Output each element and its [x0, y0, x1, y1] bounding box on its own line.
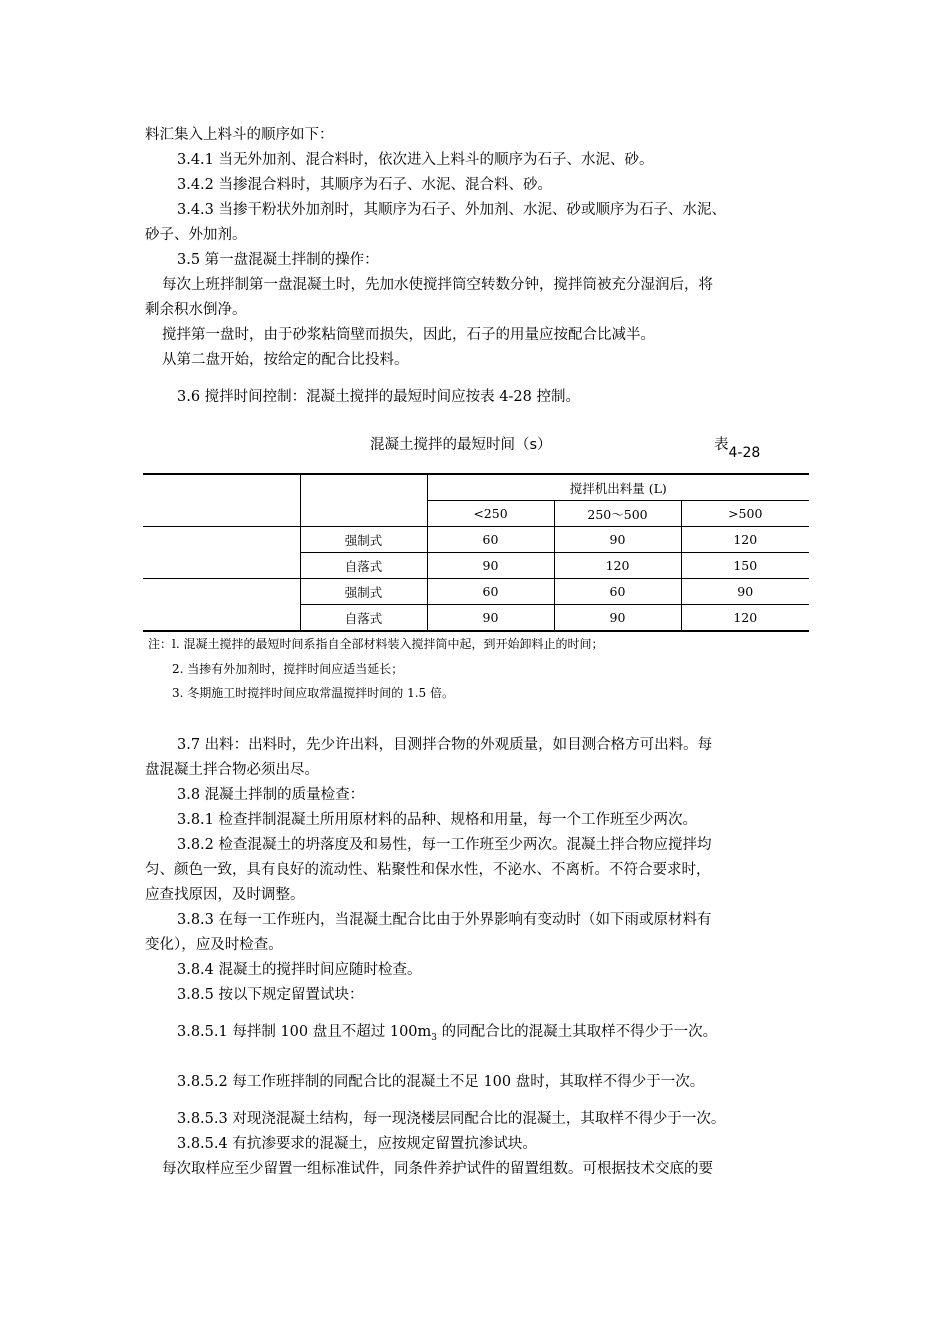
table-note: 注：l. 混凝土搅拌的最短时间系指自全部材料装入搅拌筒中起，到开始卸料止的时间； — [148, 637, 604, 651]
table-cell: 150 — [681, 553, 809, 579]
clause-3-8-5-1 — [177, 1023, 717, 1047]
paragraph-line: 每次取样应至少留置一组标准试件，同条件养护试件的留置组数。可根据技术交底的要 — [162, 1161, 713, 1177]
table-header-blank — [143, 474, 300, 527]
clause-3-8-3: 3.8.3 在每一工作班内，当混凝土配合比由于外界影响有变动时（如下雨或原材料有 — [177, 912, 712, 928]
clause-3-8-4: 3.8.4 混凝土的搅拌时间应随时检查。 — [177, 962, 422, 978]
clause-3-8-5-4: 3.8.5.4 有抗渗要求的混凝土，应按规定留置抗渗试块。 — [177, 1136, 537, 1152]
table-row-group-cell — [143, 527, 300, 579]
table-cell: 60 — [427, 579, 554, 605]
clause-3-7: 3.7 出料：出料时，先少许出料，目测拌合物的外观质量，如目测合格方可出料。每 — [177, 737, 713, 753]
table-cell: 60 — [554, 579, 681, 605]
table-cell: 90 — [554, 527, 681, 553]
clause-text: 3.8.5.1 每拌制 100 盘且不超过 100m — [177, 1024, 432, 1040]
table-cell: 60 — [427, 527, 554, 553]
paragraph-line: 砂子、外加剂。 — [145, 227, 247, 243]
paragraph-line: 从第二盘开始，按给定的配合比投料。 — [162, 352, 409, 368]
mixing-time-table — [143, 473, 809, 632]
clause-text: 的同配合比的混凝土其取样不得少于一次。 — [437, 1024, 718, 1040]
clause-3-6: 3.6 搅拌时间控制：混凝土搅拌的最短时间应按表 4-28 控制。 — [177, 389, 580, 405]
paragraph-line: 搅拌第一盘时，由于砂浆粘筒壁而损失，因此，石子的用量应按配合比减半。 — [162, 327, 655, 343]
table-row — [143, 579, 809, 605]
table-cell: 90 — [681, 579, 809, 605]
table-cell: 120 — [681, 605, 809, 632]
clause-3-5: 3.5 第一盘混凝土拌制的操作： — [177, 252, 379, 268]
table-column-header: 250～500 — [554, 501, 681, 527]
table-column-header: <250 — [427, 501, 554, 527]
clause-3-8-2: 3.8.2 检查混凝土的坍落度及和易性，每一工作班至少两次。混凝土拌合物应搅拌均 — [177, 837, 712, 853]
paragraph-line: 匀、颜色一致，具有良好的流动性、粘聚性和保水性，不泌水、不离析。不符合要求时， — [145, 862, 711, 878]
table-column-header: >500 — [681, 501, 809, 527]
table-cell: 90 — [427, 605, 554, 632]
clause-3-4-1: 3.4.1 当无外加剂、混合料时，依次进入上料斗的顺序为石子、水泥、砂。 — [177, 152, 654, 168]
table-number-value: 4-28 — [728, 445, 761, 461]
table-number-prefix: 表 — [714, 437, 729, 453]
clause-3-8-1: 3.8.1 检查拌制混凝土所用原材料的品种、规格和用量，每一个工作班至少两次。 — [177, 812, 698, 828]
mixer-type-cell: 自落式 — [300, 605, 427, 632]
clause-3-8-5: 3.8.5 按以下规定留置试块： — [177, 987, 364, 1003]
paragraph-line: 每次上班拌制第一盘混凝土时，先加水使搅拌筒空转数分钟，搅拌筒被充分湿润后，将 — [162, 277, 713, 293]
table-row-group-cell — [143, 579, 300, 632]
table-cell: 120 — [554, 553, 681, 579]
table-cell: 120 — [681, 527, 809, 553]
clause-3-8-5-3: 3.8.5.3 对现浇混凝土结构，每一现浇楼层同配合比的混凝土，其取样不得少于一次。 — [177, 1111, 726, 1127]
mixer-type-cell: 自落式 — [300, 553, 427, 579]
table-group-header: 搅拌机出料量 (L) — [427, 474, 809, 501]
table-caption: 混凝土搅拌的最短时间（s） — [370, 437, 552, 453]
table-row — [143, 527, 809, 553]
table-cell: 90 — [554, 605, 681, 632]
table-cell: 90 — [427, 553, 554, 579]
paragraph-line: 料汇集入上料斗的顺序如下： — [145, 127, 334, 143]
clause-3-4-3: 3.4.3 当掺干粉状外加剂时，其顺序为石子、外加剂、水泥、砂或顺序为石子、水泥、 — [177, 202, 727, 218]
table-header-blank — [300, 474, 427, 527]
paragraph-line: 剩余积水倒净。 — [145, 302, 247, 318]
clause-3-4-2: 3.4.2 当掺混合料时，其顺序为石子、水泥、混合料、砂。 — [177, 177, 553, 193]
mixer-type-cell: 强制式 — [300, 579, 427, 605]
mixer-type-cell: 强制式 — [300, 527, 427, 553]
paragraph-line: 应查找原因，及时调整。 — [145, 887, 305, 903]
clause-3-8-5-2: 3.8.5.2 每工作班拌制的同配合比的混凝土不足 100 盘时，其取样不得少于一次。 — [177, 1074, 705, 1090]
unit-subscript: 3 — [431, 1032, 438, 1043]
paragraph-line: 盘混凝土拌合物必须出尽。 — [145, 762, 319, 778]
table-note: 2. 当掺有外加剂时，搅拌时间应适当延长； — [172, 662, 404, 676]
table-number — [714, 433, 761, 461]
table-note: 3. 冬期施工时搅拌时间应取常温搅拌时间的 1.5 倍。 — [172, 686, 454, 700]
paragraph-line: 变化），应及时检查。 — [145, 937, 283, 953]
clause-3-8: 3.8 混凝土拌制的质量检查： — [177, 787, 365, 803]
